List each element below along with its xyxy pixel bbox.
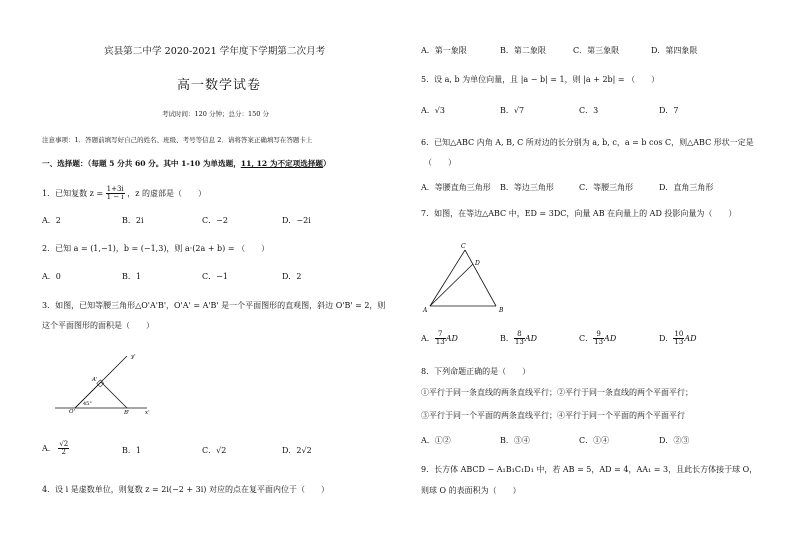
q3-option-d: D．2√2 [282, 446, 312, 455]
q3-option-b: B．1 [122, 446, 141, 455]
q2-option-c: C．−1 [202, 272, 228, 281]
q8-option-d: D．②③ [659, 436, 690, 445]
q7-option-b: B． $\frac{8}{13}$ AD [500, 330, 538, 347]
q8-option-c: C．①④ [579, 436, 610, 445]
q7-figure [420, 238, 515, 318]
q7-option-a: A． $\frac{7}{13}$ AD [421, 330, 458, 347]
side-cb [465, 250, 496, 306]
q5-option-d: D．7 [659, 106, 679, 115]
q6-option-b: B．等边三角形 [500, 183, 554, 192]
q5-option-c: C．3 [579, 106, 599, 115]
q5-option-a: A．√3 [421, 106, 445, 115]
q3-option-c: C．√2 [202, 446, 227, 455]
q4-option-c: C．第三象限 [573, 46, 620, 55]
side-ac [430, 250, 465, 306]
question-9-line-1: 9．长方体 ABCD − A₁B₁C₁D₁ 中，若 AB = 5，AD = 4，AA₁ = 3，且此长方体接于球 O， [421, 465, 758, 474]
q1-fraction: $\frac{1+3i}{1 - i}$ [106, 185, 124, 202]
question-4: 4．设 i 是虚数单位，则复数 z = 2i(−2 + 3i) 对应的点在复平面内位于（ ） [42, 485, 329, 494]
q5-option-b: B．√7 [500, 106, 525, 115]
exam-subtitle: 高一数学试卷 [177, 78, 262, 93]
question-8: 8．下列命题正确的是（ ） [421, 367, 531, 376]
label-x: x' [145, 410, 150, 416]
section-heading: 一、选择题：（每题 5 分共 60 分。其中 1-10 为单选题，11, 12 为不定项选择题） [42, 159, 331, 168]
q2-option-d: D．2 [282, 272, 302, 281]
q1-option-b: B．2i [122, 216, 144, 225]
label-a: A' [92, 377, 98, 383]
q3-figure [55, 350, 155, 420]
question-7: 7．如图，在等边△ABC 中，ED = 3DC，向量 AB 在向量上的 AD 投影向量为（ ） [421, 209, 737, 218]
q1-option-a: A．2 [42, 216, 61, 225]
q8-statement-2: ③平行于同一个平面的两条直线平行；④平行于同一个平面的两个平面平行 [421, 411, 685, 420]
label-angle: 45° [83, 401, 92, 407]
question-1: 1．已知复数 z = $\frac{1+3i}{1 - i}$ ，z 的虚部是（ ） [42, 185, 206, 202]
exam-notice: 注意事项：1．答题前填写好自己的姓名、班级、考号等信息 2．请将答案正确填写在答题卡上 [42, 136, 313, 144]
question-3-line-1: 3．如图，已知等腰三角形△O'A'B'，O'A' = A'B' 是一个平面图形的直观图，斜边 O'B' = 2，则 [42, 301, 386, 310]
question-2: 2．已知 a = (1,−1)，b = (−1,3)，则 a·(2a + b) = （ ） [42, 244, 270, 253]
q7-option-c: C． $\frac{9}{13}$ AD [579, 330, 617, 347]
label-c: C [461, 243, 466, 250]
q8-option-a: A．①② [421, 436, 451, 445]
q1-option-c: C．−2 [202, 216, 228, 225]
q8-statement-1: ①平行于同一条直线的两条直线平行；②平行于同一条直线的两个平面平行； [421, 388, 693, 397]
label-o: O' [69, 409, 76, 415]
label-b: B [499, 307, 504, 314]
side-ab [101, 382, 127, 408]
q4-option-a: A．第一象限 [421, 46, 467, 55]
question-6-line-2: （ ） [424, 158, 456, 167]
segment-ad [430, 264, 473, 306]
question-3-line-2: 这个平面图形的面积是（ ） [42, 321, 154, 330]
exam-info: 考试时间：120 分钟；总分：150 分 [162, 110, 269, 118]
question-6-line-1: 6．已知△ABC 内角 A, B, C 所对边的长分别为 a, b, c，a = b cos C，则△ABC 形状一定是 [421, 138, 754, 147]
q2-option-a: A．0 [42, 272, 61, 281]
question-9-line-2: 则球 O 的表面积为（ ） [421, 486, 521, 495]
label-d: D [475, 260, 480, 267]
q6-option-c: C．等腰三角形 [579, 183, 634, 192]
q4-option-b: B．第二象限 [500, 46, 546, 55]
q8-option-b: B．③④ [500, 436, 530, 445]
label-y: y' [131, 354, 136, 360]
label-b: B' [124, 410, 130, 416]
q6-option-a: A．等腰直角三角形 [421, 183, 491, 192]
q6-option-d: D．直角三角形 [659, 183, 714, 192]
q3-option-a: A． $\frac{√2}{2}$ [42, 440, 69, 457]
q7-option-d: D． $\frac{10}{13}$ AD [659, 330, 697, 347]
section-heading-underlined: 11, 12 为不定项选择题 [240, 159, 324, 168]
q4-option-d: D．第四象限 [651, 46, 698, 55]
q1-option-d: D．−2i [282, 216, 311, 225]
question-5: 5．设 a, b 为单位向量，且 |a − b| = 1，则 |a + 2b| = （ ） [421, 75, 660, 84]
q2-option-b: B．1 [122, 272, 141, 281]
label-a: A [423, 307, 428, 314]
exam-title: 宾县第二中学 2020-2021 学年度下学期第二次月考 [104, 46, 326, 57]
